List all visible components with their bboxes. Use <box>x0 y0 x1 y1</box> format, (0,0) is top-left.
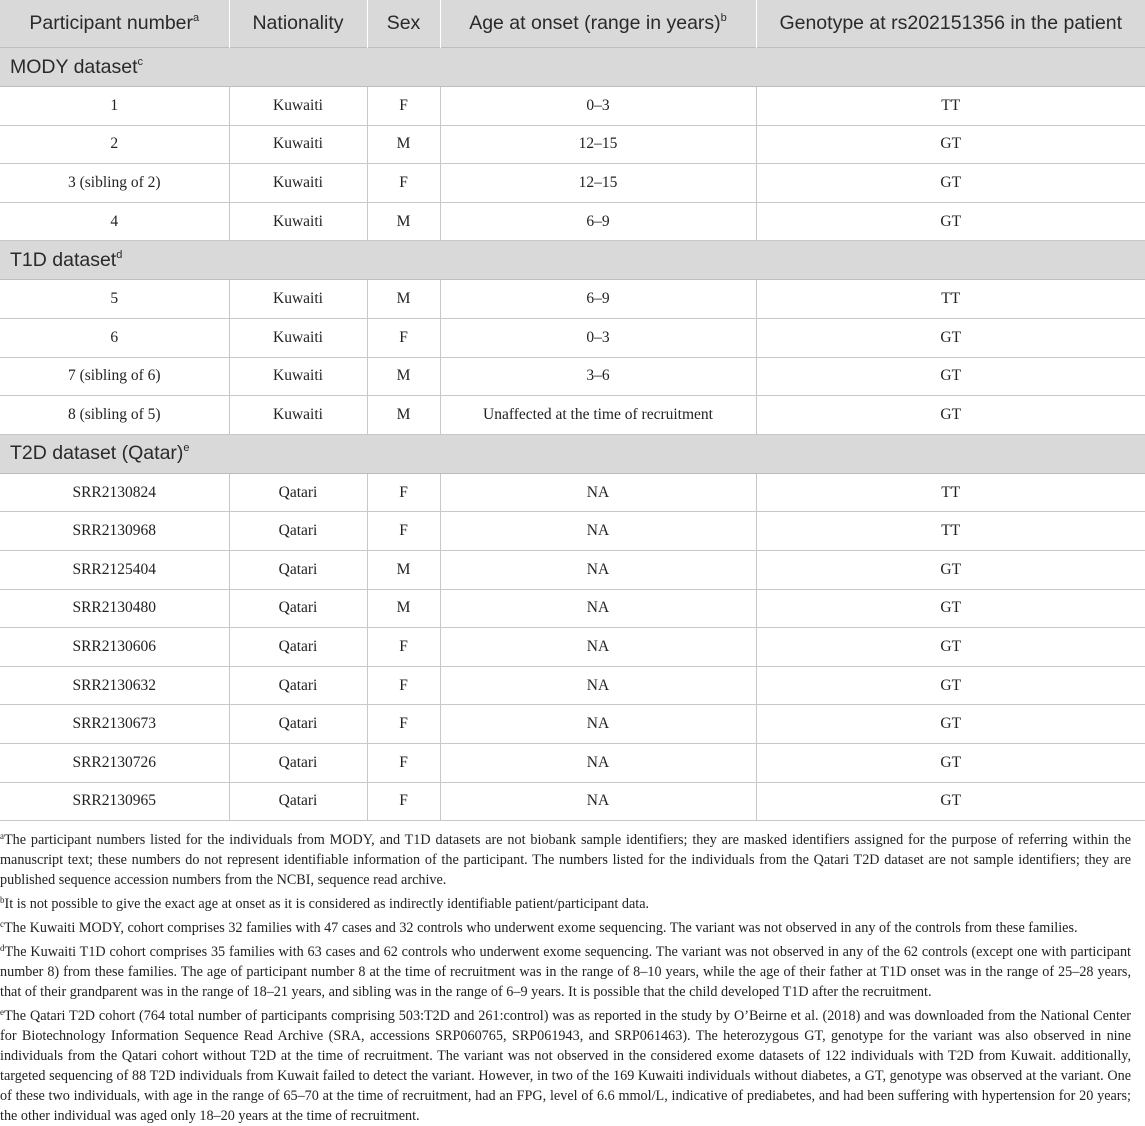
participant-number-cell: 4 <box>0 202 229 241</box>
table-row <box>0 318 1145 357</box>
age-at-onset-cell: NA <box>440 628 756 667</box>
section-title-text: T2D dataset (Qatar) <box>10 442 184 465</box>
table-row <box>0 473 1145 512</box>
section-row <box>0 241 1145 280</box>
participant-number-cell: 7 (sibling of 6) <box>0 357 229 396</box>
genotype-cell: TT <box>756 87 1145 126</box>
header-label: Genotype at rs202151356 in the patient <box>779 12 1123 34</box>
header-label: Sex <box>386 12 421 34</box>
age-at-onset-cell: NA <box>440 550 756 589</box>
genotype-cell: GT <box>756 666 1145 705</box>
table-row <box>0 705 1145 744</box>
header-label: Participant number <box>29 12 194 34</box>
genotype-cell: GT <box>756 202 1145 241</box>
footnote-mark: c <box>137 55 144 68</box>
sex-cell: M <box>367 280 440 319</box>
table-row <box>0 743 1145 782</box>
participant-number-cell: SRR2130480 <box>0 589 229 628</box>
footnote-text: The Kuwaiti MODY, cohort comprises 32 families with 47 cases and 32 controls who underwent exome sequencing. The variant was not observed in any of the controls from these families. <box>4 920 1078 937</box>
age-at-onset-cell: 12–15 <box>440 125 756 164</box>
footnote-text: It is not possible to give the exact age at onset as it is considered as indirectly identifiable patient/participant data. <box>4 896 650 913</box>
nationality-cell: Kuwaiti <box>229 357 367 396</box>
participant-number-cell: 8 (sibling of 5) <box>0 396 229 435</box>
sex-cell: F <box>367 473 440 512</box>
genotype-cell: GT <box>756 357 1145 396</box>
table-row <box>0 589 1145 628</box>
footnote-mark: a <box>0 831 4 842</box>
age-at-onset-cell: 6–9 <box>440 202 756 241</box>
section-row <box>0 48 1145 87</box>
sex-cell: M <box>367 396 440 435</box>
age-at-onset-cell: Unaffected at the time of recruitment <box>440 396 756 435</box>
footnote-text: The Qatari T2D cohort (764 total number of participants comprising 503:T2D and 261:control) was as reported in the study by O’Beirne et al. (2018) and was downloaded from the National Center for Biotechnology Information Sequence Read Archive (SRA, accessions SRP060765, SRP061943, and SRP061463). The heterozygous GT, genotype for the variant was also observed in nine individuals from the Qatari cohort without T2D at the time of recruitment. The variant was not observed in the considered exome datasets of 122 individuals with T2D from Kuwait. additionally, targeted sequencing of 88 T2D individuals from Kuwait failed to detect the variant. However, in two of the 169 Kuwaiti individuals without diabetes, a GT, genotype was observed at the variant. One of these two individuals, with age in the range of 65–70 at the time of recruitment, had an FPG, level of 6.6 mmol/L, indicative of prediabetes, and had been suffering with hypertension for 20 years; the other individual was aged only 18–20 years at the time of recruitment. <box>0 1008 1131 1125</box>
sex-cell: F <box>367 628 440 667</box>
footnote-mark: b <box>720 12 727 24</box>
sex-cell: F <box>367 87 440 126</box>
table-row <box>0 628 1145 667</box>
sex-cell: M <box>367 125 440 164</box>
age-at-onset-cell: NA <box>440 589 756 628</box>
sex-cell: M <box>367 589 440 628</box>
sex-cell: M <box>367 202 440 241</box>
genotype-cell: GT <box>756 705 1145 744</box>
age-at-onset-cell: NA <box>440 743 756 782</box>
table-row <box>0 396 1145 435</box>
participant-number-cell: 5 <box>0 280 229 319</box>
sex-cell: F <box>367 164 440 203</box>
age-at-onset-cell: 0–3 <box>440 87 756 126</box>
section-title <box>0 48 1145 87</box>
nationality-cell: Qatari <box>229 628 367 667</box>
participant-number-cell: SRR2125404 <box>0 550 229 589</box>
sex-cell: F <box>367 666 440 705</box>
participant-number-cell: SRR2130632 <box>0 666 229 705</box>
table-row <box>0 87 1145 126</box>
nationality-cell: Kuwaiti <box>229 318 367 357</box>
header-row <box>0 0 1145 48</box>
table-row <box>0 666 1145 705</box>
sex-cell: F <box>367 782 440 821</box>
nationality-cell: Qatari <box>229 550 367 589</box>
nationality-cell: Kuwaiti <box>229 202 367 241</box>
age-at-onset-cell: NA <box>440 666 756 705</box>
sex-cell: F <box>367 705 440 744</box>
footnote-text: The Kuwaiti T1D cohort comprises 35 families with 63 cases and 62 controls who underwent exome sequencing. The variant was not observed in any of the 62 controls (except one with participant number 8) from these families. The age of participant number 8 at the time of recruitment was in the range of 8–10 years, while the age of their father at T1D onset was in the range of 25–28 years, that of their grandparent was in the range of 18–21 years, and sibling was in the range of 6–9 years. It is possible that the child developed T1D after the recruitment. <box>0 944 1131 1001</box>
footnote-mark: a <box>193 12 200 24</box>
header-genotype <box>756 0 1145 48</box>
table-footnotes <box>0 821 1145 1126</box>
section-title-text: T1D dataset <box>10 248 117 271</box>
sex-cell: F <box>367 318 440 357</box>
sex-cell: M <box>367 357 440 396</box>
age-at-onset-cell: NA <box>440 705 756 744</box>
participant-number-cell: SRR2130824 <box>0 473 229 512</box>
table-row <box>0 512 1145 551</box>
participant-number-cell: SRR2130673 <box>0 705 229 744</box>
age-at-onset-cell: 12–15 <box>440 164 756 203</box>
nationality-cell: Qatari <box>229 782 367 821</box>
genotype-cell: GT <box>756 164 1145 203</box>
sex-cell: F <box>367 512 440 551</box>
table-row <box>0 125 1145 164</box>
nationality-cell: Kuwaiti <box>229 87 367 126</box>
header-label: Nationality <box>252 12 344 34</box>
footnote <box>0 1002 1131 1126</box>
table-row <box>0 280 1145 319</box>
genotype-cell: GT <box>756 318 1145 357</box>
header-label: Age at onset (range in years) <box>469 12 721 34</box>
nationality-cell: Kuwaiti <box>229 396 367 435</box>
nationality-cell: Qatari <box>229 589 367 628</box>
nationality-cell: Qatari <box>229 705 367 744</box>
age-at-onset-cell: 0–3 <box>440 318 756 357</box>
nationality-cell: Kuwaiti <box>229 280 367 319</box>
footnote-mark: d <box>0 943 5 954</box>
footnote <box>0 938 1131 1002</box>
header-participant-number <box>0 0 229 48</box>
table-row <box>0 202 1145 241</box>
table-row <box>0 550 1145 589</box>
nationality-cell: Qatari <box>229 666 367 705</box>
genotype-cell: GT <box>756 550 1145 589</box>
genotype-cell: GT <box>756 396 1145 435</box>
footnote <box>0 914 1131 938</box>
participant-number-cell: SRR2130968 <box>0 512 229 551</box>
participant-number-cell: SRR2130606 <box>0 628 229 667</box>
table-body <box>0 48 1145 821</box>
header-sex <box>367 0 440 48</box>
age-at-onset-cell: 6–9 <box>440 280 756 319</box>
age-at-onset-cell: 3–6 <box>440 357 756 396</box>
footnote <box>0 890 1131 914</box>
sex-cell: F <box>367 743 440 782</box>
footnote-mark: d <box>116 248 123 261</box>
participant-number-cell: 6 <box>0 318 229 357</box>
header-age-at-onset <box>440 0 756 48</box>
sex-cell: M <box>367 550 440 589</box>
table-row <box>0 164 1145 203</box>
genotype-cell: GT <box>756 743 1145 782</box>
genotype-cell: TT <box>756 280 1145 319</box>
genotype-cell: TT <box>756 473 1145 512</box>
age-at-onset-cell: NA <box>440 782 756 821</box>
genotype-cell: GT <box>756 628 1145 667</box>
footnote <box>0 826 1131 890</box>
section-title <box>0 241 1145 280</box>
footnote-mark: b <box>0 895 5 906</box>
nationality-cell: Kuwaiti <box>229 125 367 164</box>
footnote-mark: c <box>0 919 4 930</box>
table-row <box>0 357 1145 396</box>
nationality-cell: Qatari <box>229 512 367 551</box>
nationality-cell: Kuwaiti <box>229 164 367 203</box>
age-at-onset-cell: NA <box>440 473 756 512</box>
table-header <box>0 0 1145 48</box>
participant-number-cell: 2 <box>0 125 229 164</box>
footnote-mark: e <box>0 1007 4 1018</box>
genotype-cell: GT <box>756 782 1145 821</box>
participant-number-cell: SRR2130965 <box>0 782 229 821</box>
footnote-text: The participant numbers listed for the individuals from MODY, and T1D datasets are not biobank sample identifiers; they are masked identifiers assigned for the purpose of referring within the manuscript text; these numbers do not represent identifiable information of the participant. The numbers listed for the individuals from the Qatari T2D dataset are not sample identifiers; they are published sequence accession numbers from the NCBI, sequence read archive. <box>0 832 1131 889</box>
genotype-cell: GT <box>756 589 1145 628</box>
nationality-cell: Qatari <box>229 473 367 512</box>
nationality-cell: Qatari <box>229 743 367 782</box>
table-row <box>0 782 1145 821</box>
header-nationality <box>229 0 367 48</box>
footnote-mark: e <box>183 442 190 455</box>
participant-number-cell: 1 <box>0 87 229 126</box>
section-title <box>0 434 1145 473</box>
age-at-onset-cell: NA <box>440 512 756 551</box>
section-title-text: MODY dataset <box>10 55 138 78</box>
participant-number-cell: 3 (sibling of 2) <box>0 164 229 203</box>
genotype-cell: GT <box>756 125 1145 164</box>
genotype-cell: TT <box>756 512 1145 551</box>
section-row <box>0 434 1145 473</box>
participant-number-cell: SRR2130726 <box>0 743 229 782</box>
